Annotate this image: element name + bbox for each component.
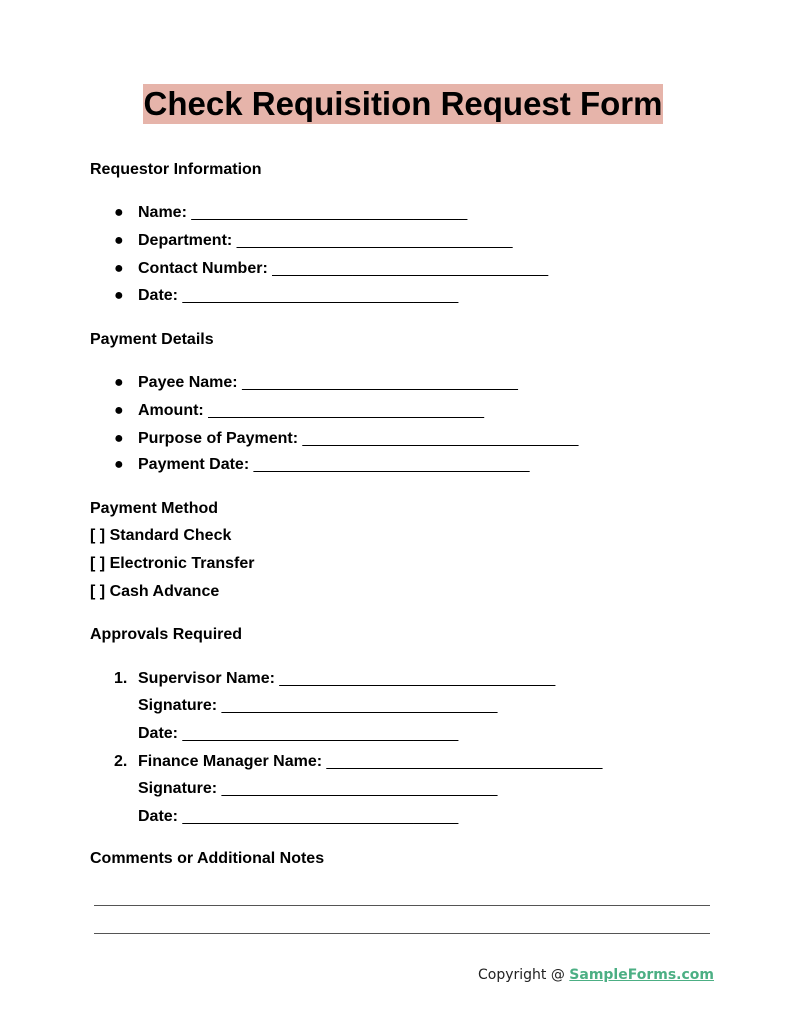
purpose-field[interactable] xyxy=(138,429,578,449)
supervisor-name-label: Supervisor Name: xyxy=(138,670,275,687)
supervisor-date-field[interactable] xyxy=(138,724,458,744)
supervisor-name-blank[interactable]: _______________________________ xyxy=(279,670,556,687)
checkbox-icon[interactable]: [ ] xyxy=(90,555,106,572)
bullet-icon: ● xyxy=(114,204,124,221)
finance-manager-name-field[interactable] xyxy=(138,752,602,772)
finance-manager-signature-field[interactable] xyxy=(138,779,497,799)
payee-name-field[interactable] xyxy=(138,373,518,393)
requestor-date-label: Date: xyxy=(138,287,179,304)
finance-manager-signature-label: Signature: xyxy=(138,780,218,797)
requestor-date-blank[interactable]: _______________________________ xyxy=(182,287,459,304)
page-title: Check Requisition Request Form xyxy=(143,85,663,122)
payment-date-field[interactable] xyxy=(138,455,529,475)
contact-number-label: Contact Number: xyxy=(138,260,268,277)
supervisor-signature-blank[interactable]: _______________________________ xyxy=(221,697,498,714)
payee-name-label: Payee Name: xyxy=(138,374,238,391)
finance-manager-date-blank[interactable]: _______________________________ xyxy=(182,808,459,825)
checkbox-icon[interactable]: [ ] xyxy=(90,583,106,600)
contact-number-field[interactable] xyxy=(138,259,548,279)
department-field[interactable] xyxy=(138,231,513,251)
purpose-label: Purpose of Payment: xyxy=(138,430,299,447)
checkbox-icon[interactable]: [ ] xyxy=(90,527,106,544)
standard-check-option[interactable] xyxy=(90,526,231,546)
bullet-icon: ● xyxy=(114,232,124,249)
comments-heading: Comments or Additional Notes xyxy=(90,850,325,867)
amount-label: Amount: xyxy=(138,402,204,419)
department-label: Department: xyxy=(138,232,233,249)
finance-manager-name-blank[interactable]: _______________________________ xyxy=(326,753,603,770)
payment-details-heading: Payment Details xyxy=(90,331,214,348)
supervisor-name-field[interactable] xyxy=(138,669,555,689)
finance-manager-name-label: Finance Manager Name: xyxy=(138,753,323,770)
notes-line[interactable] xyxy=(94,905,710,906)
bullet-icon: ● xyxy=(114,430,124,447)
requestor-heading: Requestor Information xyxy=(90,161,262,178)
bullet-icon: ● xyxy=(114,456,124,473)
brand-link[interactable]: SampleForms.com xyxy=(569,967,714,983)
finance-manager-signature-blank[interactable]: _______________________________ xyxy=(221,780,498,797)
finance-manager-date-label: Date: xyxy=(138,808,179,825)
payee-name-blank[interactable]: _______________________________ xyxy=(242,374,518,391)
supervisor-signature-label: Signature: xyxy=(138,697,218,714)
department-blank[interactable]: _______________________________ xyxy=(236,232,513,249)
cash-advance-label: Cash Advance xyxy=(109,583,220,600)
contact-number-blank[interactable]: _______________________________ xyxy=(272,260,549,277)
amount-field[interactable] xyxy=(138,401,484,421)
standard-check-label: Standard Check xyxy=(109,527,232,544)
amount-blank[interactable]: _______________________________ xyxy=(208,402,485,419)
cash-advance-option[interactable] xyxy=(90,582,219,602)
list-number: 2. xyxy=(114,753,128,770)
electronic-transfer-label: Electronic Transfer xyxy=(109,555,255,572)
purpose-blank[interactable]: _______________________________ xyxy=(302,430,579,447)
approvals-heading: Approvals Required xyxy=(90,626,243,643)
supervisor-signature-field[interactable] xyxy=(138,696,497,716)
name-label: Name: xyxy=(138,204,187,221)
finance-manager-date-field[interactable] xyxy=(138,807,458,827)
bullet-icon: ● xyxy=(114,287,124,304)
supervisor-date-blank[interactable]: _______________________________ xyxy=(182,725,459,742)
name-blank[interactable]: _______________________________ xyxy=(191,204,468,221)
bullet-icon: ● xyxy=(114,374,124,391)
title-wrap xyxy=(0,84,806,124)
supervisor-date-label: Date: xyxy=(138,725,179,742)
payment-date-blank[interactable]: _______________________________ xyxy=(253,456,530,473)
bullet-icon: ● xyxy=(114,402,124,419)
payment-method-heading: Payment Method xyxy=(90,500,219,517)
electronic-transfer-option[interactable] xyxy=(90,554,255,574)
payment-date-label: Payment Date: xyxy=(138,456,250,473)
notes-line[interactable] xyxy=(94,933,710,934)
list-number: 1. xyxy=(114,670,128,687)
copyright-footer xyxy=(478,966,714,984)
name-field[interactable] xyxy=(138,203,467,223)
copyright-prefix: Copyright @ xyxy=(477,967,570,983)
bullet-icon: ● xyxy=(114,260,124,277)
requestor-date-field[interactable] xyxy=(138,286,458,306)
